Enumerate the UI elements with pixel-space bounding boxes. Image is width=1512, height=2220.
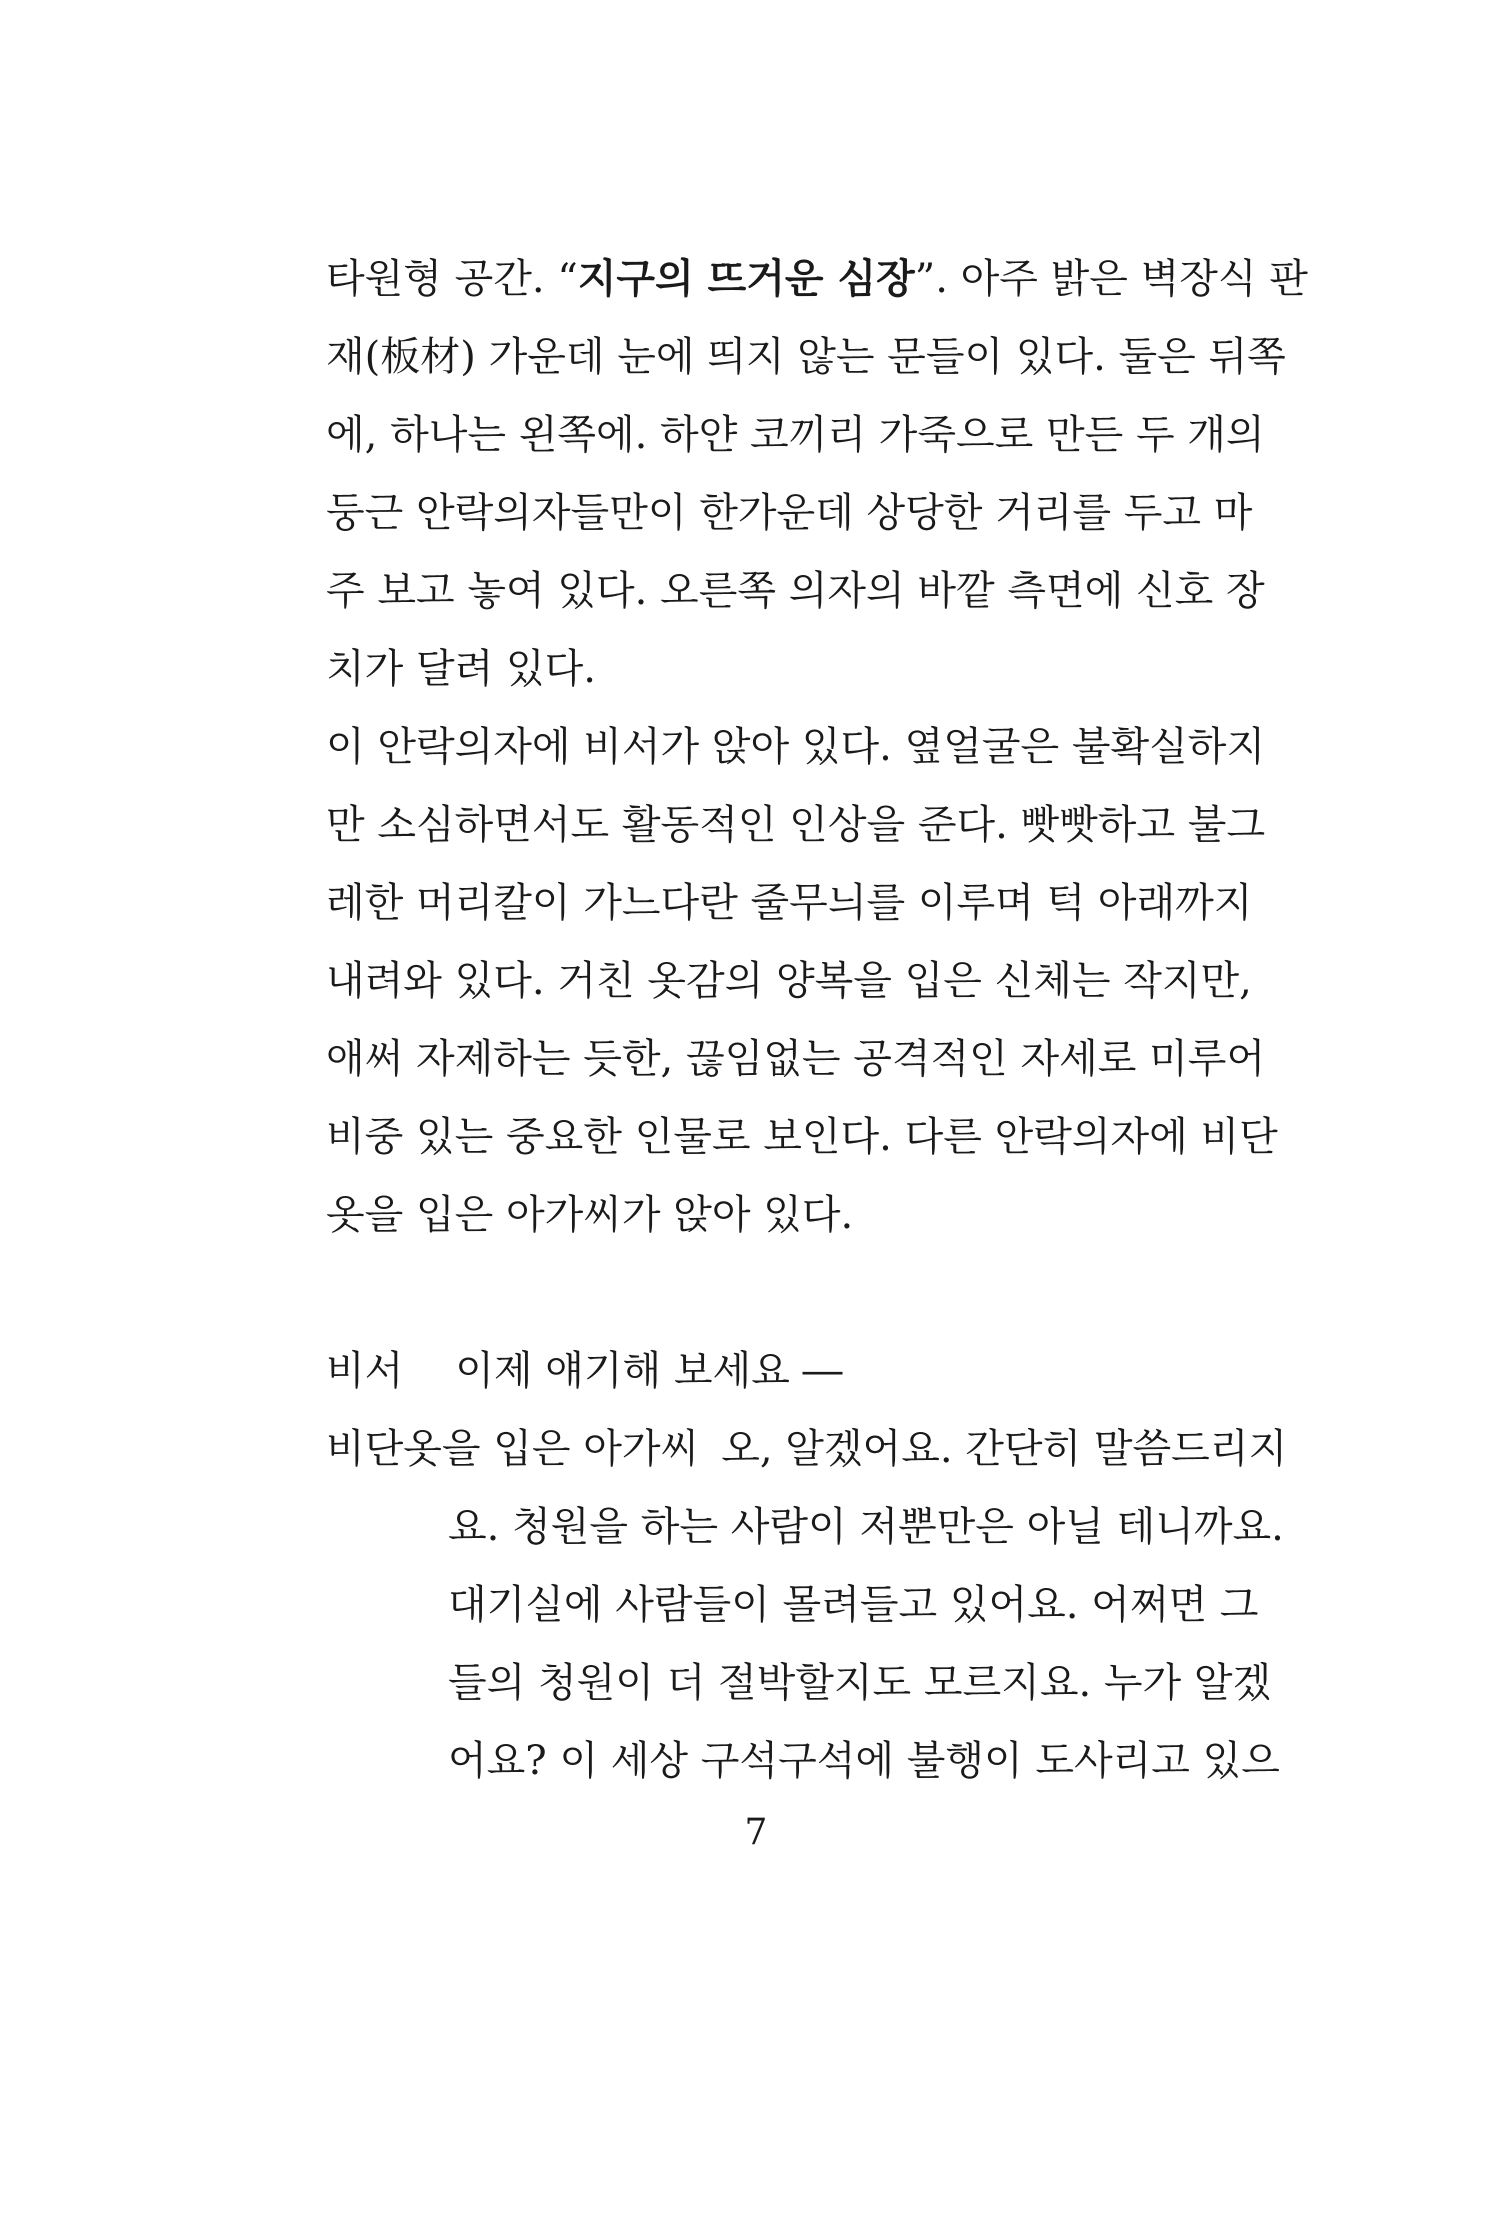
- stage-direction-line: 내려와 있다. 거친 옷감의 양복을 입은 신체는 작지만,: [326, 958, 1252, 1004]
- dialogue-continuation: 들의 청원이 더 절박할지도 모르지요. 누가 알겠: [448, 1660, 1272, 1706]
- emphasized-title: 지구의 뜨거운 심장: [577, 256, 915, 302]
- stage-direction-line: 치가 달려 있다.: [326, 646, 596, 692]
- dialogue-continuation: 요. 청원을 하는 사람이 저뿐만은 아닐 테니까요.: [448, 1504, 1284, 1550]
- body-text: [326, 240, 1308, 1800]
- stage-direction-line: 만 소심하면서도 활동적인 인상을 준다. 빳빳하고 불그: [326, 802, 1266, 848]
- stage-direction-line: [326, 240, 1308, 318]
- stage-direction-line: 재(板材) 가운데 눈에 띄지 않는 문들이 있다. 둘은 뒤쪽: [326, 334, 1286, 380]
- speaker-name: 비서: [326, 1348, 404, 1394]
- speaker-name: 비단옷을 입은 아가씨: [326, 1426, 700, 1472]
- stage-direction-line: 옷을 입은 아가씨가 앉아 있다.: [326, 1192, 854, 1238]
- dialogue-continuation: 대기실에 사람들이 몰려들고 있어요. 어쩌면 그: [448, 1582, 1259, 1628]
- dialogue-line: [326, 1410, 1288, 1488]
- speech-text: 이제 얘기해 보세요 ―: [455, 1348, 843, 1394]
- dialogue-line: [326, 1332, 1236, 1410]
- text-segment: 타원형 공간. “: [326, 256, 578, 302]
- stage-direction-line: 둥근 안락의자들만이 한가운데 상당한 거리를 두고 마: [326, 490, 1253, 536]
- page-number: 7: [744, 1812, 768, 1853]
- speech-text: 오, 알겠어요. 간단히 말씀드리지: [721, 1426, 1288, 1472]
- stage-direction-line: 주 보고 놓여 있다. 오른쪽 의자의 바깥 측면에 신호 장: [326, 568, 1265, 614]
- stage-direction-line: 레한 머리칼이 가느다란 줄무늬를 이루며 턱 아래까지: [326, 880, 1253, 926]
- stage-direction-line: 비중 있는 중요한 인물로 보인다. 다른 안락의자에 비단: [326, 1114, 1278, 1160]
- text-segment: ”. 아주 밝은 벽장식 판: [914, 256, 1308, 302]
- dialogue-continuation: 어요? 이 세상 구석구석에 불행이 도사리고 있으: [448, 1738, 1280, 1784]
- paragraph-gap: [326, 1254, 1236, 1332]
- stage-direction-line: 애써 자제하는 듯한, 끊임없는 공격적인 자세로 미루어: [326, 1036, 1266, 1082]
- stage-direction-line: 이 안락의자에 비서가 앉아 있다. 옆얼굴은 불확실하지: [326, 724, 1266, 770]
- stage-direction-line: 에, 하나는 왼쪽에. 하얀 코끼리 가죽으로 만든 두 개의: [326, 412, 1265, 458]
